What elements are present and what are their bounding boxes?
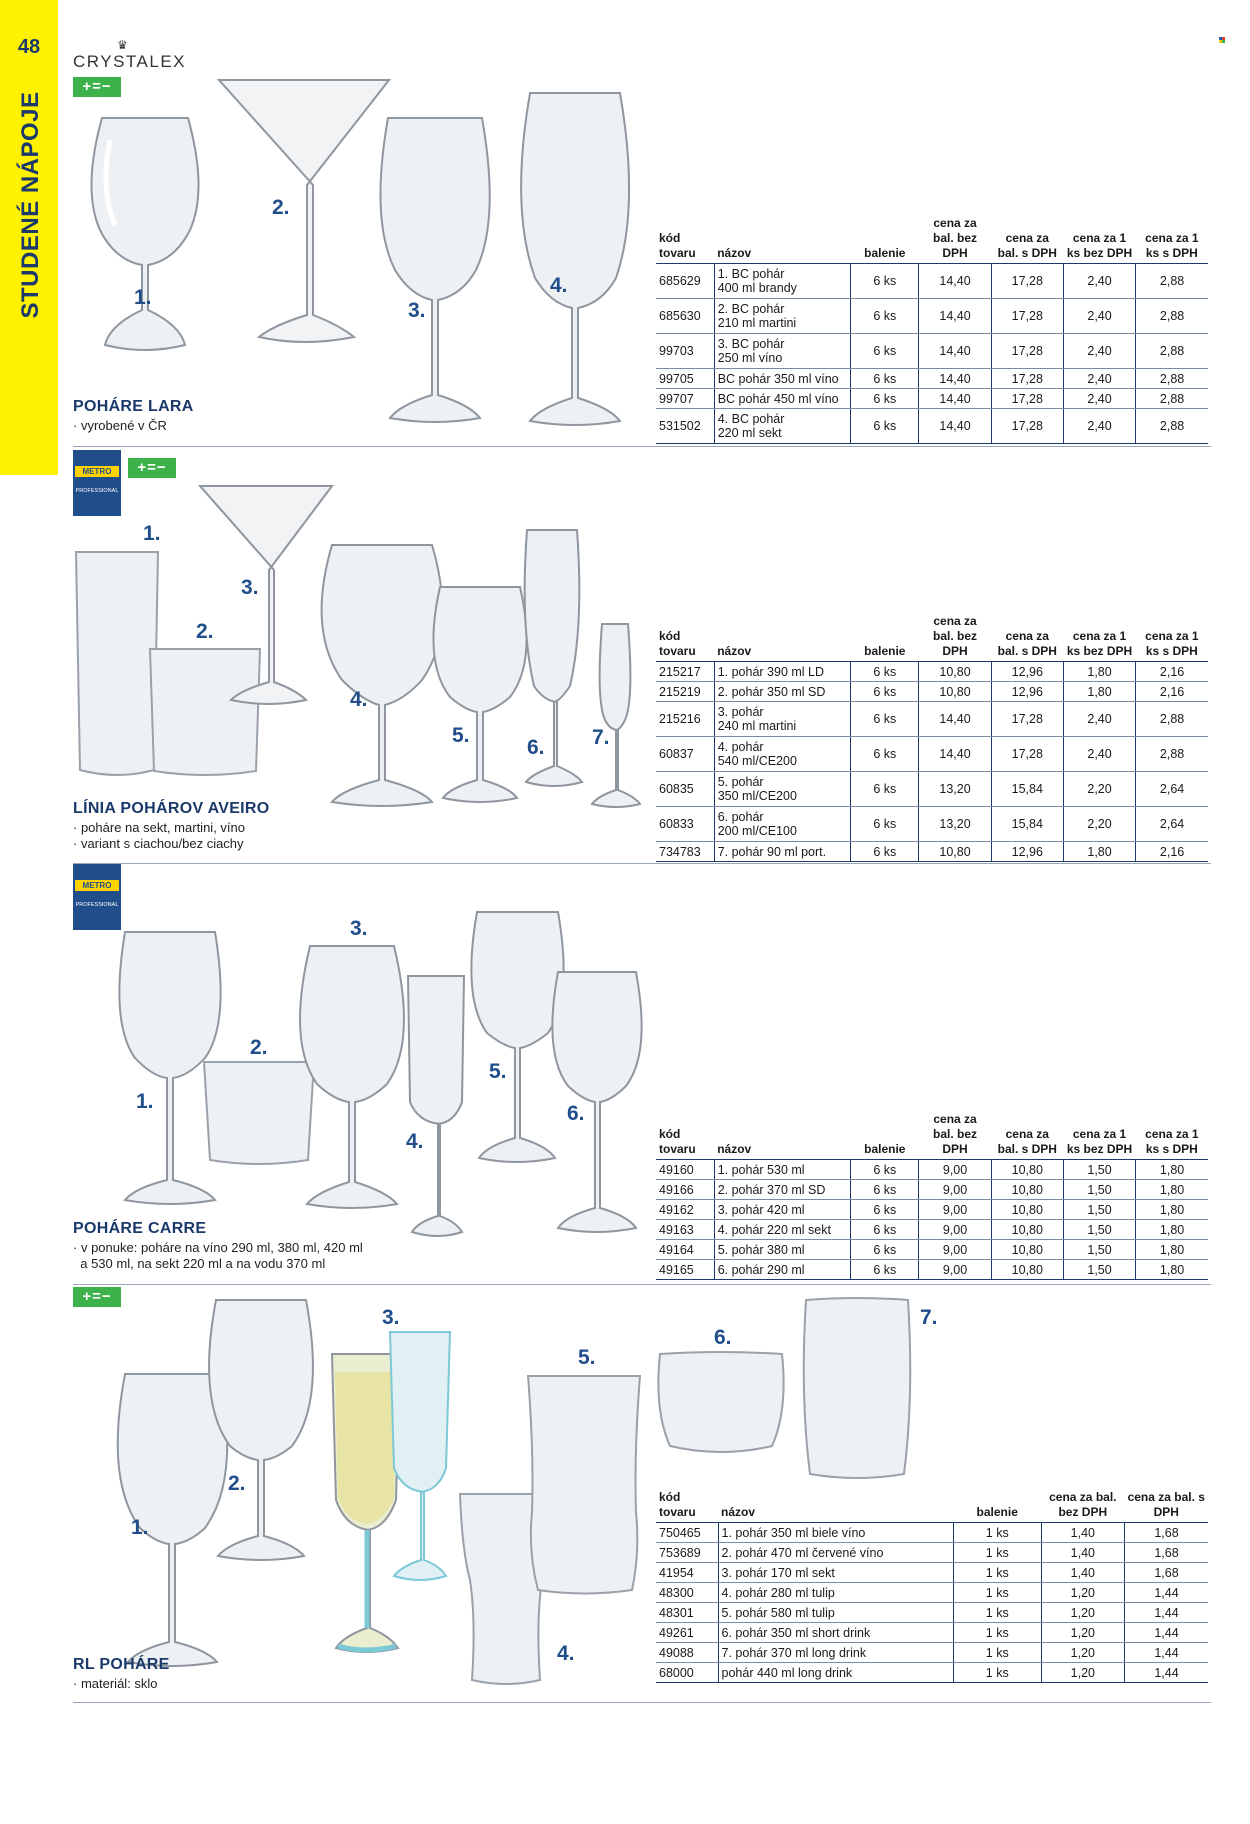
professional-text: PROFESSIONAL bbox=[75, 902, 119, 908]
cell-bal-bez: 1,20 bbox=[1041, 1643, 1124, 1663]
cell-bal-bez: 9,00 bbox=[919, 1240, 991, 1260]
product-description: · vyrobené v ČR bbox=[73, 418, 167, 433]
crystalex-logo bbox=[73, 38, 187, 74]
col-balenie: balenie bbox=[851, 614, 919, 662]
table-row bbox=[656, 1180, 1208, 1200]
cell-balenie: 6 ks bbox=[851, 1220, 919, 1240]
cell-ks-s: 2,16 bbox=[1136, 682, 1208, 702]
cell-kod: 49261 bbox=[656, 1623, 718, 1643]
table-row bbox=[656, 369, 1208, 389]
cell-ks-bez: 2,40 bbox=[1063, 369, 1135, 389]
cell-ks-s: 2,16 bbox=[1136, 842, 1208, 862]
cell-bal-bez: 14,40 bbox=[919, 389, 991, 409]
cell-balenie: 6 ks bbox=[851, 737, 919, 772]
cell-balenie: 6 ks bbox=[851, 1200, 919, 1220]
table-row bbox=[656, 682, 1208, 702]
cell-balenie: 1 ks bbox=[953, 1543, 1041, 1563]
cell-balenie: 1 ks bbox=[953, 1583, 1041, 1603]
cell-nazov: 1. pohár 390 ml LD bbox=[714, 662, 850, 682]
glass-number-2: 2. bbox=[272, 196, 290, 219]
table-row bbox=[656, 1583, 1208, 1603]
cell-bal-bez: 1,40 bbox=[1041, 1543, 1124, 1563]
cell-nazov: 2. BC pohár 210 ml martini bbox=[714, 299, 850, 334]
cell-balenie: 6 ks bbox=[851, 409, 919, 444]
cell-balenie: 6 ks bbox=[851, 299, 919, 334]
cell-bal-s: 17,28 bbox=[991, 737, 1063, 772]
cell-kod: 49166 bbox=[656, 1180, 714, 1200]
cell-bal-s: 15,84 bbox=[991, 807, 1063, 842]
metro-text: METRO bbox=[75, 466, 119, 477]
cell-bal-bez: 9,00 bbox=[919, 1160, 991, 1180]
col-balenie: balenie bbox=[851, 216, 919, 264]
cell-ks-bez: 2,40 bbox=[1063, 702, 1135, 737]
cell-bal-s: 10,80 bbox=[991, 1240, 1063, 1260]
cell-ks-s: 2,88 bbox=[1136, 737, 1208, 772]
cell-bal-bez: 10,80 bbox=[919, 842, 991, 862]
glass-number-2: 2. bbox=[228, 1472, 246, 1495]
col-ks-bez: cena za 1 ks bez DPH bbox=[1063, 614, 1135, 662]
cell-ks-bez: 1,80 bbox=[1063, 682, 1135, 702]
cell-bal-bez: 14,40 bbox=[919, 369, 991, 389]
cell-nazov: 2. pohár 350 ml SD bbox=[714, 682, 850, 702]
col-bal-bez: cena za bal. bez DPH bbox=[919, 1112, 991, 1160]
cell-nazov: 3. BC pohár 250 ml víno bbox=[714, 334, 850, 369]
cell-ks-bez: 1,80 bbox=[1063, 842, 1135, 862]
page-number: 48 bbox=[17, 36, 41, 58]
cell-bal-bez: 1,20 bbox=[1041, 1623, 1124, 1643]
col-ks-s: cena za 1 ks s DPH bbox=[1136, 216, 1208, 264]
cell-balenie: 6 ks bbox=[851, 334, 919, 369]
cell-bal-s: 15,84 bbox=[991, 772, 1063, 807]
col-nazov: názov bbox=[714, 216, 850, 264]
glass-number-3: 3. bbox=[241, 576, 259, 599]
col-bal-bez: cena za bal. bez DPH bbox=[1041, 1490, 1124, 1523]
cell-bal-s: 12,96 bbox=[991, 682, 1063, 702]
glass-number-4: 4. bbox=[557, 1642, 575, 1665]
cell-nazov: 6. pohár 350 ml short drink bbox=[718, 1623, 953, 1643]
section-divider bbox=[73, 1702, 1211, 1703]
table-row bbox=[656, 737, 1208, 772]
cell-nazov: 3. pohár 170 ml sekt bbox=[718, 1563, 953, 1583]
cell-ks-s: 2,88 bbox=[1136, 334, 1208, 369]
martini-glass-image bbox=[214, 75, 394, 350]
table-row bbox=[656, 1603, 1208, 1623]
cell-kod: 685630 bbox=[656, 299, 714, 334]
cell-nazov: 7. pohár 370 ml long drink bbox=[718, 1643, 953, 1663]
section-divider bbox=[73, 446, 1211, 447]
cell-bal-bez: 9,00 bbox=[919, 1180, 991, 1200]
blue-flute-image bbox=[384, 1328, 456, 1588]
cell-nazov: 6. pohár 200 ml/CE100 bbox=[714, 807, 850, 842]
cell-balenie: 6 ks bbox=[851, 807, 919, 842]
glass-number-5: 5. bbox=[452, 724, 470, 747]
col-bal-bez: cena za bal. bez DPH bbox=[919, 614, 991, 662]
table-row bbox=[656, 1200, 1208, 1220]
glass-number-6: 6. bbox=[714, 1326, 732, 1349]
col-ks-bez: cena za 1 ks bez DPH bbox=[1063, 216, 1135, 264]
cell-kod: 685629 bbox=[656, 264, 714, 299]
price-badge-icon: +=− bbox=[128, 458, 176, 478]
cell-bal-bez: 1,40 bbox=[1041, 1523, 1124, 1543]
cell-kod: 215219 bbox=[656, 682, 714, 702]
cell-ks-bez: 2,40 bbox=[1063, 389, 1135, 409]
cell-ks-s: 2,88 bbox=[1136, 409, 1208, 444]
cell-ks-s: 2,88 bbox=[1136, 299, 1208, 334]
wine-glass-large-image bbox=[292, 942, 412, 1214]
col-ks-s: cena za 1 ks s DPH bbox=[1136, 1112, 1208, 1160]
table-row bbox=[656, 702, 1208, 737]
cell-kod: 215216 bbox=[656, 702, 714, 737]
port-glass-image bbox=[580, 620, 650, 815]
cell-bal-s: 17,28 bbox=[991, 409, 1063, 444]
cell-bal-s: 1,44 bbox=[1125, 1663, 1208, 1683]
cell-kod: 734783 bbox=[656, 842, 714, 862]
cell-kod: 99707 bbox=[656, 389, 714, 409]
cell-nazov: 4. pohár 220 ml sekt bbox=[714, 1220, 850, 1240]
cell-ks-bez: 2,40 bbox=[1063, 409, 1135, 444]
cell-bal-s: 12,96 bbox=[991, 662, 1063, 682]
table-row bbox=[656, 1523, 1208, 1543]
col-bal-bez: cena za bal. bez DPH bbox=[919, 216, 991, 264]
brand-name: CRYSTALEX bbox=[73, 52, 187, 71]
professional-text: PROFESSIONAL bbox=[75, 488, 119, 494]
cell-nazov: 4. BC pohár 220 ml sekt bbox=[714, 409, 850, 444]
cell-ks-bez: 1,50 bbox=[1063, 1220, 1135, 1240]
glass-number-5: 5. bbox=[489, 1060, 507, 1083]
cell-ks-bez: 2,40 bbox=[1063, 299, 1135, 334]
price-table-lara bbox=[656, 216, 1208, 444]
cell-ks-s: 1,80 bbox=[1136, 1260, 1208, 1280]
table-row bbox=[656, 409, 1208, 444]
section-title-vertical bbox=[16, 91, 46, 319]
cell-bal-bez: 13,20 bbox=[919, 772, 991, 807]
price-table-rl bbox=[656, 1490, 1208, 1683]
cell-ks-s: 2,88 bbox=[1136, 369, 1208, 389]
cell-nazov: BC pohár 450 ml víno bbox=[714, 389, 850, 409]
cell-kod: 68000 bbox=[656, 1663, 718, 1683]
col-kod: kód tovaru bbox=[656, 1490, 718, 1523]
cell-kod: 48301 bbox=[656, 1603, 718, 1623]
cell-bal-bez: 14,40 bbox=[919, 737, 991, 772]
col-ks-bez: cena za 1 ks bez DPH bbox=[1063, 1112, 1135, 1160]
table-row bbox=[656, 662, 1208, 682]
cell-balenie: 1 ks bbox=[953, 1523, 1041, 1543]
glass-number-1: 1. bbox=[136, 1090, 154, 1113]
cell-bal-s: 10,80 bbox=[991, 1260, 1063, 1280]
tumbler-glass-image bbox=[654, 1350, 788, 1458]
product-description: · poháre na sekt, martini, víno · variant s ciachou/bez ciachy bbox=[73, 820, 245, 851]
cell-nazov: BC pohár 350 ml víno bbox=[714, 369, 850, 389]
table-row bbox=[656, 1643, 1208, 1663]
price-badge-icon: +=− bbox=[73, 77, 121, 97]
long-drink-glass-image bbox=[800, 1296, 914, 1482]
cell-bal-s: 1,68 bbox=[1125, 1563, 1208, 1583]
cell-kod: 60835 bbox=[656, 772, 714, 807]
price-table-carre bbox=[656, 1112, 1208, 1280]
table-row bbox=[656, 1563, 1208, 1583]
cell-nazov: 4. pohár 280 ml tulip bbox=[718, 1583, 953, 1603]
cell-ks-bez: 2,40 bbox=[1063, 737, 1135, 772]
table-row bbox=[656, 1240, 1208, 1260]
cell-ks-bez: 2,20 bbox=[1063, 807, 1135, 842]
cell-ks-s: 2,16 bbox=[1136, 662, 1208, 682]
cell-bal-bez: 14,40 bbox=[919, 299, 991, 334]
cell-bal-s: 10,80 bbox=[991, 1220, 1063, 1240]
col-kod: kód tovaru bbox=[656, 614, 714, 662]
glass-number-1: 1. bbox=[143, 522, 161, 545]
cell-bal-bez: 10,80 bbox=[919, 662, 991, 682]
cell-kod: 215217 bbox=[656, 662, 714, 682]
wine-glass-tall-image bbox=[510, 88, 640, 433]
cell-kod: 49165 bbox=[656, 1260, 714, 1280]
cell-kod: 60833 bbox=[656, 807, 714, 842]
cell-kod: 49164 bbox=[656, 1240, 714, 1260]
cell-bal-s: 17,28 bbox=[991, 389, 1063, 409]
cell-bal-bez: 14,40 bbox=[919, 334, 991, 369]
cell-nazov: 1. pohár 350 ml biele víno bbox=[718, 1523, 953, 1543]
cell-nazov: 7. pohár 90 ml port. bbox=[714, 842, 850, 862]
cell-kod: 48300 bbox=[656, 1583, 718, 1603]
section-divider bbox=[73, 1284, 1211, 1285]
table-row bbox=[656, 264, 1208, 299]
cell-ks-bez: 1,50 bbox=[1063, 1180, 1135, 1200]
col-nazov: názov bbox=[718, 1490, 953, 1523]
table-row bbox=[656, 1260, 1208, 1280]
cell-ks-s: 1,80 bbox=[1136, 1180, 1208, 1200]
cell-nazov: 2. pohár 470 ml červené víno bbox=[718, 1543, 953, 1563]
wine-glass-large-image bbox=[202, 1296, 320, 1568]
cell-bal-bez: 13,20 bbox=[919, 807, 991, 842]
cell-bal-s: 17,28 bbox=[991, 702, 1063, 737]
table-row bbox=[656, 334, 1208, 369]
glass-number-4: 4. bbox=[350, 688, 368, 711]
cell-ks-bez: 1,50 bbox=[1063, 1240, 1135, 1260]
cell-bal-s: 12,96 bbox=[991, 842, 1063, 862]
cell-kod: 49088 bbox=[656, 1643, 718, 1663]
cell-balenie: 1 ks bbox=[953, 1623, 1041, 1643]
cell-ks-s: 1,80 bbox=[1136, 1240, 1208, 1260]
cell-bal-bez: 14,40 bbox=[919, 264, 991, 299]
cell-nazov: 1. pohár 530 ml bbox=[714, 1160, 850, 1180]
cell-bal-s: 1,68 bbox=[1125, 1543, 1208, 1563]
col-balenie: balenie bbox=[953, 1490, 1041, 1523]
cell-nazov: 3. pohár 420 ml bbox=[714, 1200, 850, 1220]
glass-number-1: 1. bbox=[134, 286, 152, 309]
price-badge-icon: +=− bbox=[73, 1287, 121, 1307]
cell-nazov: 1. BC pohár 400 ml brandy bbox=[714, 264, 850, 299]
product-description: · v ponuke: poháre na víno 290 ml, 380 ml, 420 ml a 530 ml, na sekt 220 ml a na vodu 370 ml bbox=[73, 1240, 363, 1271]
cell-ks-bez: 2,40 bbox=[1063, 264, 1135, 299]
sekt-flute-image bbox=[400, 972, 472, 1244]
cell-balenie: 6 ks bbox=[851, 369, 919, 389]
cell-nazov: 3. pohár 240 ml martini bbox=[714, 702, 850, 737]
cell-ks-bez: 1,50 bbox=[1063, 1260, 1135, 1280]
glass-number-1: 1. bbox=[131, 1516, 149, 1539]
glass-number-3: 3. bbox=[408, 299, 426, 322]
cell-bal-bez: 9,00 bbox=[919, 1200, 991, 1220]
product-title: POHÁRE CARRE bbox=[73, 1220, 207, 1237]
cell-nazov: 2. pohár 370 ml SD bbox=[714, 1180, 850, 1200]
cell-ks-bez: 2,20 bbox=[1063, 772, 1135, 807]
cell-ks-bez: 1,80 bbox=[1063, 662, 1135, 682]
table-row bbox=[656, 299, 1208, 334]
glass-number-3: 3. bbox=[350, 917, 368, 940]
cell-bal-bez: 9,00 bbox=[919, 1220, 991, 1240]
cell-nazov: 6. pohár 290 ml bbox=[714, 1260, 850, 1280]
glass-number-5: 5. bbox=[578, 1346, 596, 1369]
col-bal-s: cena za bal. s DPH bbox=[991, 1112, 1063, 1160]
table-row bbox=[656, 389, 1208, 409]
product-title: POHÁRE LARA bbox=[73, 398, 194, 415]
cell-ks-s: 2,88 bbox=[1136, 389, 1208, 409]
cell-kod: 753689 bbox=[656, 1543, 718, 1563]
table-row bbox=[656, 1543, 1208, 1563]
cell-nazov: pohár 440 ml long drink bbox=[718, 1663, 953, 1683]
metro-professional-logo bbox=[73, 864, 121, 930]
col-balenie: balenie bbox=[851, 1112, 919, 1160]
glass-number-2: 2. bbox=[196, 620, 214, 643]
cell-balenie: 6 ks bbox=[851, 682, 919, 702]
glass-number-6: 6. bbox=[527, 736, 545, 759]
cell-bal-s: 1,44 bbox=[1125, 1643, 1208, 1663]
product-title: LÍNIA POHÁROV AVEIRO bbox=[73, 800, 270, 817]
cell-bal-bez: 10,80 bbox=[919, 682, 991, 702]
cell-bal-s: 1,68 bbox=[1125, 1523, 1208, 1543]
cell-balenie: 6 ks bbox=[851, 1160, 919, 1180]
glass-number-7: 7. bbox=[920, 1306, 938, 1329]
cell-balenie: 1 ks bbox=[953, 1603, 1041, 1623]
col-kod: kód tovaru bbox=[656, 216, 714, 264]
cell-balenie: 6 ks bbox=[851, 1180, 919, 1200]
cell-bal-s: 1,44 bbox=[1125, 1603, 1208, 1623]
section-divider bbox=[73, 863, 1211, 864]
cell-ks-s: 2,64 bbox=[1136, 807, 1208, 842]
cell-balenie: 6 ks bbox=[851, 772, 919, 807]
table-row bbox=[656, 807, 1208, 842]
cell-kod: 60837 bbox=[656, 737, 714, 772]
cell-balenie: 6 ks bbox=[851, 842, 919, 862]
wine-glass-image bbox=[370, 110, 500, 430]
cell-ks-s: 2,88 bbox=[1136, 264, 1208, 299]
wine-glass-small-image bbox=[546, 968, 648, 1240]
cell-kod: 49160 bbox=[656, 1160, 714, 1180]
cell-balenie: 1 ks bbox=[953, 1563, 1041, 1583]
cell-balenie: 6 ks bbox=[851, 1260, 919, 1280]
table-row bbox=[656, 1160, 1208, 1180]
col-nazov: názov bbox=[714, 1112, 850, 1160]
cell-ks-bez: 1,50 bbox=[1063, 1160, 1135, 1180]
cell-kod: 49162 bbox=[656, 1200, 714, 1220]
glass-number-4: 4. bbox=[406, 1130, 424, 1153]
glass-number-7: 7. bbox=[592, 726, 610, 749]
price-table-aveiro bbox=[656, 614, 1208, 862]
cell-bal-s: 10,80 bbox=[991, 1200, 1063, 1220]
col-bal-s: cena za bal. s DPH bbox=[991, 614, 1063, 662]
cell-kod: 49163 bbox=[656, 1220, 714, 1240]
cell-balenie: 1 ks bbox=[953, 1663, 1041, 1683]
glass-number-2: 2. bbox=[250, 1036, 268, 1059]
cell-balenie: 6 ks bbox=[851, 702, 919, 737]
cell-ks-s: 1,80 bbox=[1136, 1160, 1208, 1180]
cell-balenie: 6 ks bbox=[851, 1240, 919, 1260]
cell-balenie: 6 ks bbox=[851, 662, 919, 682]
cell-ks-s: 1,80 bbox=[1136, 1200, 1208, 1220]
crown-icon: ♛ bbox=[117, 38, 128, 52]
cell-bal-bez: 9,00 bbox=[919, 1260, 991, 1280]
table-row bbox=[656, 1220, 1208, 1240]
cell-bal-s: 17,28 bbox=[991, 334, 1063, 369]
table-row bbox=[656, 772, 1208, 807]
cell-bal-bez: 1,20 bbox=[1041, 1583, 1124, 1603]
cell-bal-s: 1,44 bbox=[1125, 1623, 1208, 1643]
cell-ks-s: 2,64 bbox=[1136, 772, 1208, 807]
metro-text: METRO bbox=[75, 880, 119, 891]
cell-bal-s: 10,80 bbox=[991, 1160, 1063, 1180]
cell-bal-s: 10,80 bbox=[991, 1180, 1063, 1200]
cell-bal-bez: 1,40 bbox=[1041, 1563, 1124, 1583]
cell-kod: 99703 bbox=[656, 334, 714, 369]
glass-number-4: 4. bbox=[550, 274, 568, 297]
cell-nazov: 5. pohár 380 ml bbox=[714, 1240, 850, 1260]
cell-nazov: 5. pohár 580 ml tulip bbox=[718, 1603, 953, 1623]
cell-ks-bez: 2,40 bbox=[1063, 334, 1135, 369]
cell-bal-s: 1,44 bbox=[1125, 1583, 1208, 1603]
cell-bal-s: 17,28 bbox=[991, 369, 1063, 389]
cell-kod: 750465 bbox=[656, 1523, 718, 1543]
cell-bal-bez: 14,40 bbox=[919, 702, 991, 737]
table-row bbox=[656, 842, 1208, 862]
cell-ks-s: 2,88 bbox=[1136, 702, 1208, 737]
col-bal-s: cena za bal. s DPH bbox=[991, 216, 1063, 264]
cell-balenie: 6 ks bbox=[851, 264, 919, 299]
table-row bbox=[656, 1623, 1208, 1643]
cell-kod: 531502 bbox=[656, 409, 714, 444]
cell-bal-bez: 1,20 bbox=[1041, 1603, 1124, 1623]
product-description: · materiál: sklo bbox=[73, 1676, 158, 1691]
glass-number-6: 6. bbox=[567, 1102, 585, 1125]
cell-kod: 99705 bbox=[656, 369, 714, 389]
table-row bbox=[656, 1663, 1208, 1683]
cell-balenie: 1 ks bbox=[953, 1643, 1041, 1663]
cell-balenie: 6 ks bbox=[851, 389, 919, 409]
glass-number-3: 3. bbox=[382, 1306, 400, 1329]
cell-bal-s: 17,28 bbox=[991, 299, 1063, 334]
beer-glass-image bbox=[524, 1372, 644, 1597]
col-bal-s: cena za bal. s DPH bbox=[1125, 1490, 1208, 1523]
corner-mark bbox=[1219, 37, 1226, 44]
cell-bal-bez: 14,40 bbox=[919, 409, 991, 444]
col-nazov: názov bbox=[714, 614, 850, 662]
col-ks-s: cena za 1 ks s DPH bbox=[1136, 614, 1208, 662]
product-title: RL POHÁRE bbox=[73, 1656, 170, 1673]
cell-bal-s: 17,28 bbox=[991, 264, 1063, 299]
metro-professional-logo bbox=[73, 450, 121, 516]
cell-bal-bez: 1,20 bbox=[1041, 1663, 1124, 1683]
section-title-text: STUDENÉ NÁPOJE bbox=[17, 91, 44, 319]
cell-nazov: 4. pohár 540 ml/CE200 bbox=[714, 737, 850, 772]
brandy-glass-image bbox=[80, 110, 210, 360]
cell-ks-bez: 1,50 bbox=[1063, 1200, 1135, 1220]
col-kod: kód tovaru bbox=[656, 1112, 714, 1160]
cell-ks-s: 1,80 bbox=[1136, 1220, 1208, 1240]
cell-nazov: 5. pohár 350 ml/CE200 bbox=[714, 772, 850, 807]
cell-kod: 41954 bbox=[656, 1563, 718, 1583]
